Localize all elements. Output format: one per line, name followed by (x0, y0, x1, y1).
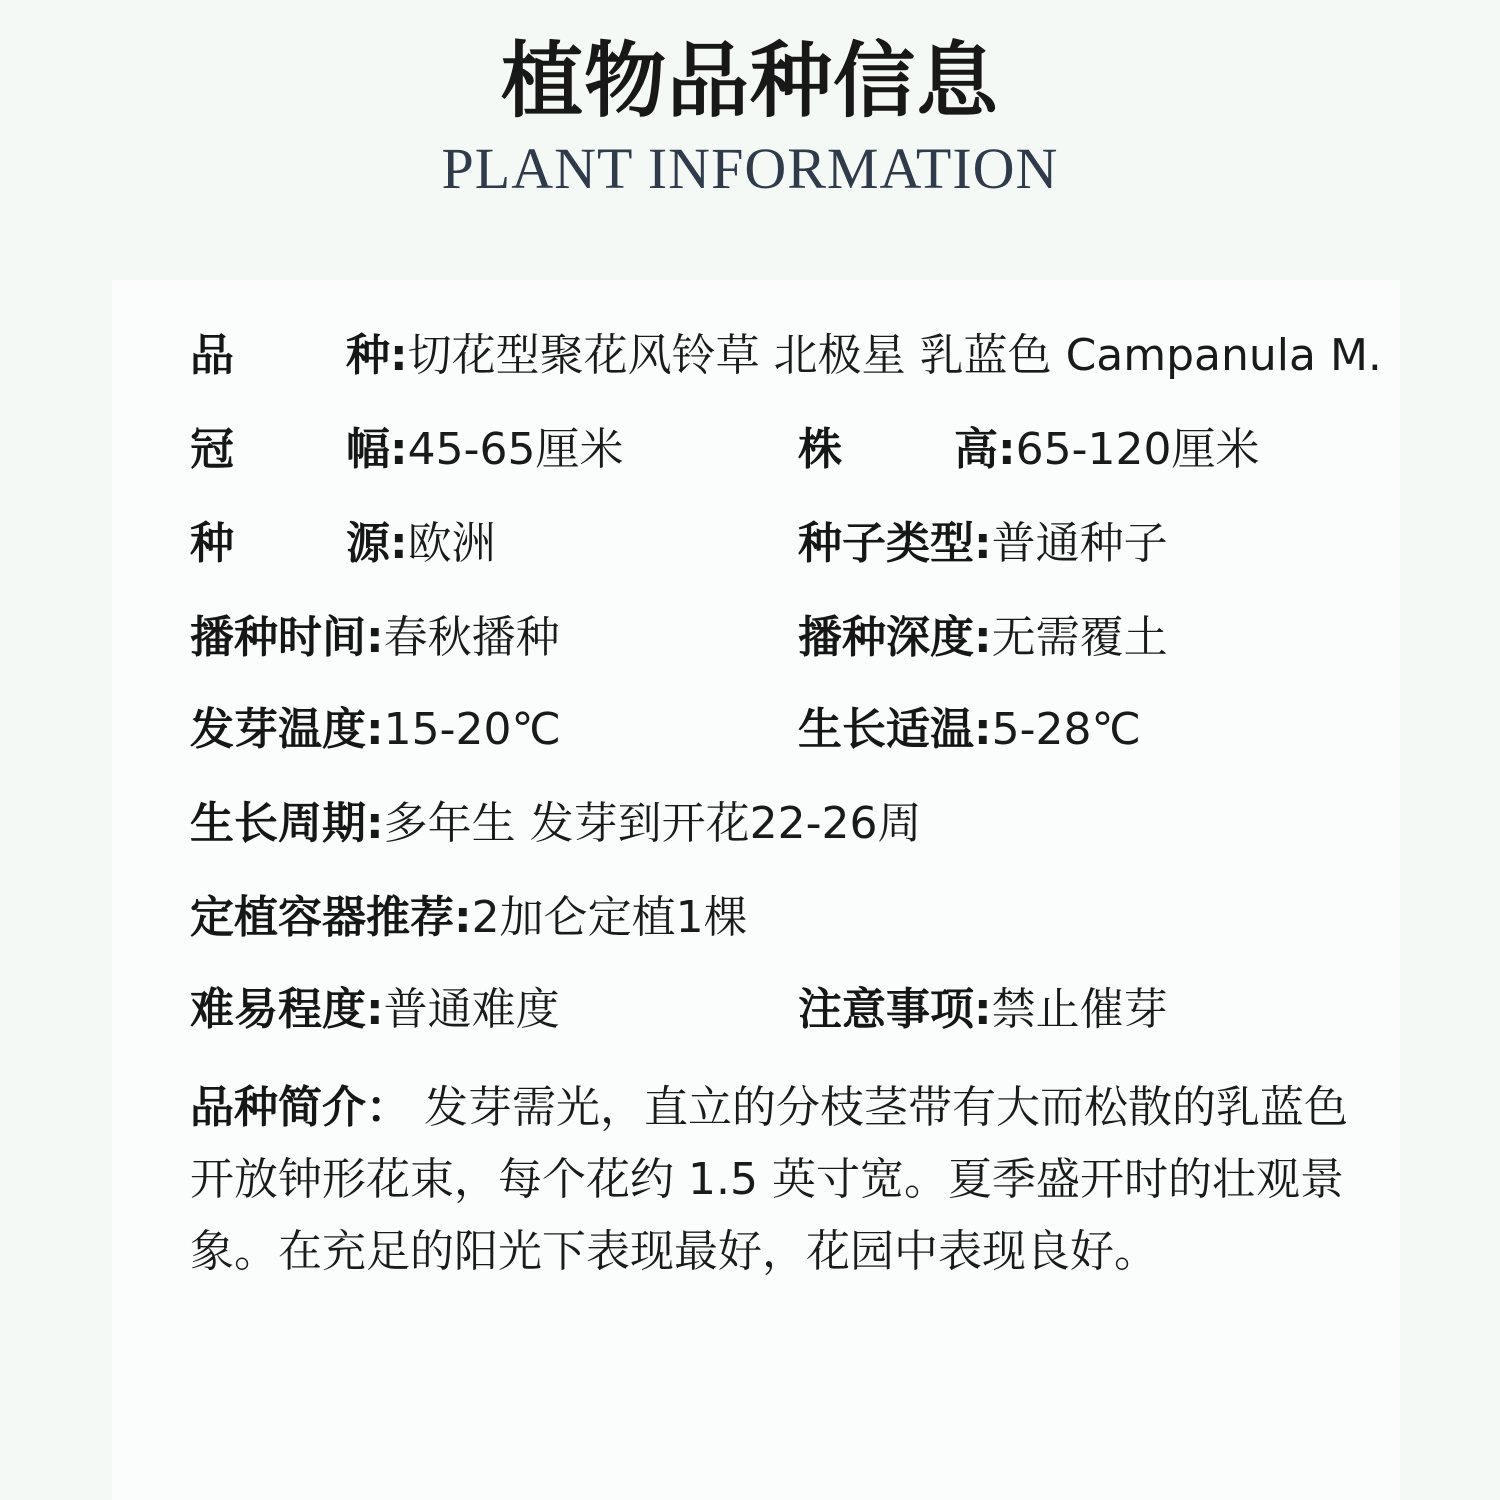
row-origin (190, 518, 496, 570)
notes-label: 注意事项 (798, 984, 974, 1035)
seed-type-value: 普通种子 (991, 518, 1168, 569)
difficulty-value: 普通难度 (383, 984, 560, 1035)
header (0, 0, 1500, 270)
sowing-depth-label: 播种深度 (798, 612, 974, 663)
growth-temp-label: 生长适温 (798, 704, 974, 755)
variety-value-text: 切花型聚花风铃草 北极星 乳蓝色 Campanula M. (407, 330, 1382, 381)
row-notes (798, 984, 1168, 1036)
growth-cycle-colon: : (366, 798, 384, 849)
row-plant-height (798, 424, 1259, 476)
intro-text: 发芽需光，直立的分枝茎带有大而松散的乳蓝色开放钟形花束，每个花约 1.5 英寸宽。夏季盛开时的壮观景象。在充足的阳光下表现最好，花园中表现良好。 (190, 1082, 1348, 1277)
growth-temp-value: 5-28℃ (991, 704, 1141, 755)
intro-label: 品种简介： (190, 1082, 410, 1133)
growth-cycle-label: 生长周期 (190, 798, 366, 849)
germination-temp-colon: : (366, 704, 384, 755)
row-germination-temp (190, 704, 561, 756)
row-container (190, 892, 748, 944)
crown-width-value: 45-65厘米 (407, 424, 624, 475)
row-seed-type (798, 518, 1168, 570)
notes-colon: : (974, 984, 992, 1035)
origin-value: 欧洲 (407, 518, 496, 569)
difficulty-colon: : (366, 984, 384, 1035)
row-difficulty (190, 984, 560, 1036)
notes-value: 禁止催芽 (991, 984, 1168, 1035)
origin-colon: : (390, 518, 408, 569)
sowing-depth-value: 无需覆土 (991, 612, 1168, 663)
plant-height-colon: : (998, 424, 1016, 475)
sowing-time-value: 春秋播种 (383, 612, 560, 663)
container-label: 定植容器推荐 (190, 892, 454, 943)
row-variety (190, 330, 1382, 382)
seed-type-label: 种子类型 (798, 518, 974, 569)
origin-label: 种源 (190, 518, 390, 569)
page-title: 植物品种信息 (500, 34, 999, 129)
seed-type-colon: : (974, 518, 992, 569)
sowing-time-label: 播种时间 (190, 612, 366, 663)
germination-temp-value: 15-20℃ (383, 704, 561, 755)
germination-temp-label: 发芽温度 (190, 704, 366, 755)
row-growth-temp (798, 704, 1141, 756)
difficulty-label: 难易程度 (190, 984, 366, 1035)
row-sowing-time (190, 612, 560, 664)
variety-colon: : (390, 330, 408, 381)
crown-width-label: 冠幅 (190, 424, 390, 475)
variety-value (408, 330, 1382, 381)
sowing-depth-colon: : (974, 612, 992, 663)
container-colon: : (454, 892, 472, 943)
plant-height-value: 65-120厘米 (1015, 424, 1260, 475)
row-growth-cycle (190, 798, 921, 850)
plant-height-label: 株高 (798, 424, 998, 475)
container-value: 2加仑定植1棵 (471, 892, 748, 943)
growth-temp-colon: : (974, 704, 992, 755)
variety-intro (190, 1072, 1350, 1288)
row-sowing-depth (798, 612, 1168, 664)
row-crown-width (190, 424, 623, 476)
page-subtitle: PLANT INFORMATION (441, 136, 1059, 201)
crown-width-colon: : (390, 424, 408, 475)
sowing-time-colon: : (366, 612, 384, 663)
growth-cycle-value: 多年生 发芽到开花22-26周 (383, 798, 922, 849)
variety-label: 品种 (190, 330, 390, 381)
